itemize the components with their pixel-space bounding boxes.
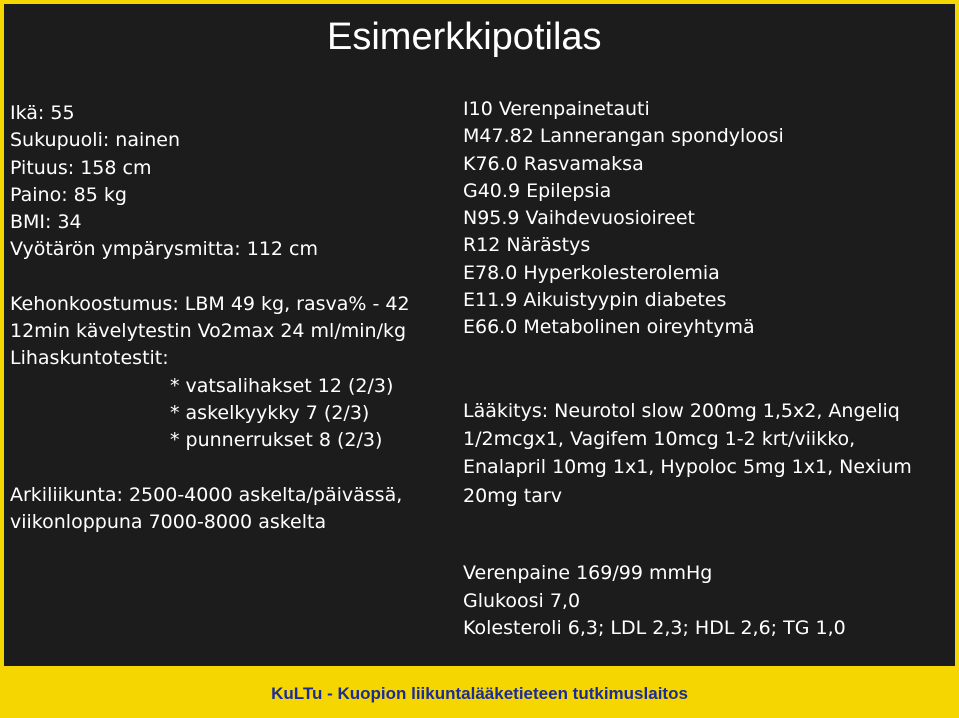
height: Pituus: 158 cm	[10, 156, 152, 179]
diagnosis-item: E66.0 Metabolinen oireyhtymä	[463, 316, 755, 339]
medication-line-2: 1/2mcgx1, Vagifem 10mcg 1-2 krt/viikko,	[463, 428, 856, 451]
spacer	[10, 264, 450, 291]
activity-line-2: viikonloppuna 7000-8000 askelta	[10, 510, 327, 533]
sex: Sukupuoli: nainen	[10, 129, 181, 152]
medication	[463, 397, 958, 510]
muscle-test-abs: * vatsalihakset 12 (2/3)	[170, 374, 394, 397]
waist: Vyötärön ympärysmitta: 112 cm	[10, 238, 318, 261]
patient-info	[10, 100, 450, 536]
muscle-tests-label: Lihaskuntotestit:	[10, 347, 169, 370]
diagnosis-list	[463, 96, 953, 342]
slide-title: Esimerkkipotilas	[327, 16, 602, 58]
diagnosis-item: R12 Närästys	[463, 234, 591, 257]
diagnosis-item: E11.9 Aikuistyypin diabetes	[463, 289, 727, 312]
diagnosis-item: N95.9 Vaihdevuosioireet	[463, 207, 696, 230]
body-composition: Kehonkoostumus: LBM 49 kg, rasva% - 42	[10, 292, 410, 315]
medication-line-1: Lääkitys: Neurotol slow 200mg 1,5x2, Angeliq	[463, 400, 900, 422]
medication-line-4: 20mg tarv	[463, 484, 562, 507]
footer-institute: KuLTu - Kuopion liikuntalääketieteen tutkimuslaitos	[271, 684, 688, 703]
walk-test: 12min kävelytestin Vo2max 24 ml/min/kg	[10, 320, 407, 343]
spacer	[10, 455, 450, 482]
bmi: BMI: 34	[10, 211, 82, 234]
muscle-test-lunge: * askelkyykky 7 (2/3)	[170, 401, 370, 424]
diagnosis-item: E78.0 Hyperkolesterolemia	[463, 261, 720, 284]
age: Ikä: 55	[10, 102, 75, 124]
footer-bar	[4, 666, 955, 718]
diagnosis-item: M47.82 Lannerangan spondyloosi	[463, 125, 784, 148]
diagnosis-item: I10 Verenpainetauti	[463, 98, 650, 120]
activity-line-1: Arkiliikunta: 2500-4000 askelta/päivässä,	[10, 483, 403, 506]
lab-values	[463, 560, 953, 643]
diagnosis-item: G40.9 Epilepsia	[463, 179, 612, 202]
muscle-test-pushups: * punnerrukset 8 (2/3)	[170, 429, 383, 452]
weight: Paino: 85 kg	[10, 183, 127, 206]
diagnosis-item: K76.0 Rasvamaksa	[463, 152, 644, 175]
medication-line-3: Enalapril 10mg 1x1, Hypoloc 5mg 1x1, Nexium	[463, 456, 912, 479]
cholesterol: Kolesteroli 6,3; LDL 2,3; HDL 2,6; TG 1,0	[463, 617, 846, 639]
blood-pressure: Verenpaine 169/99 mmHg	[463, 562, 713, 584]
glucose: Glukoosi 7,0	[463, 589, 581, 612]
